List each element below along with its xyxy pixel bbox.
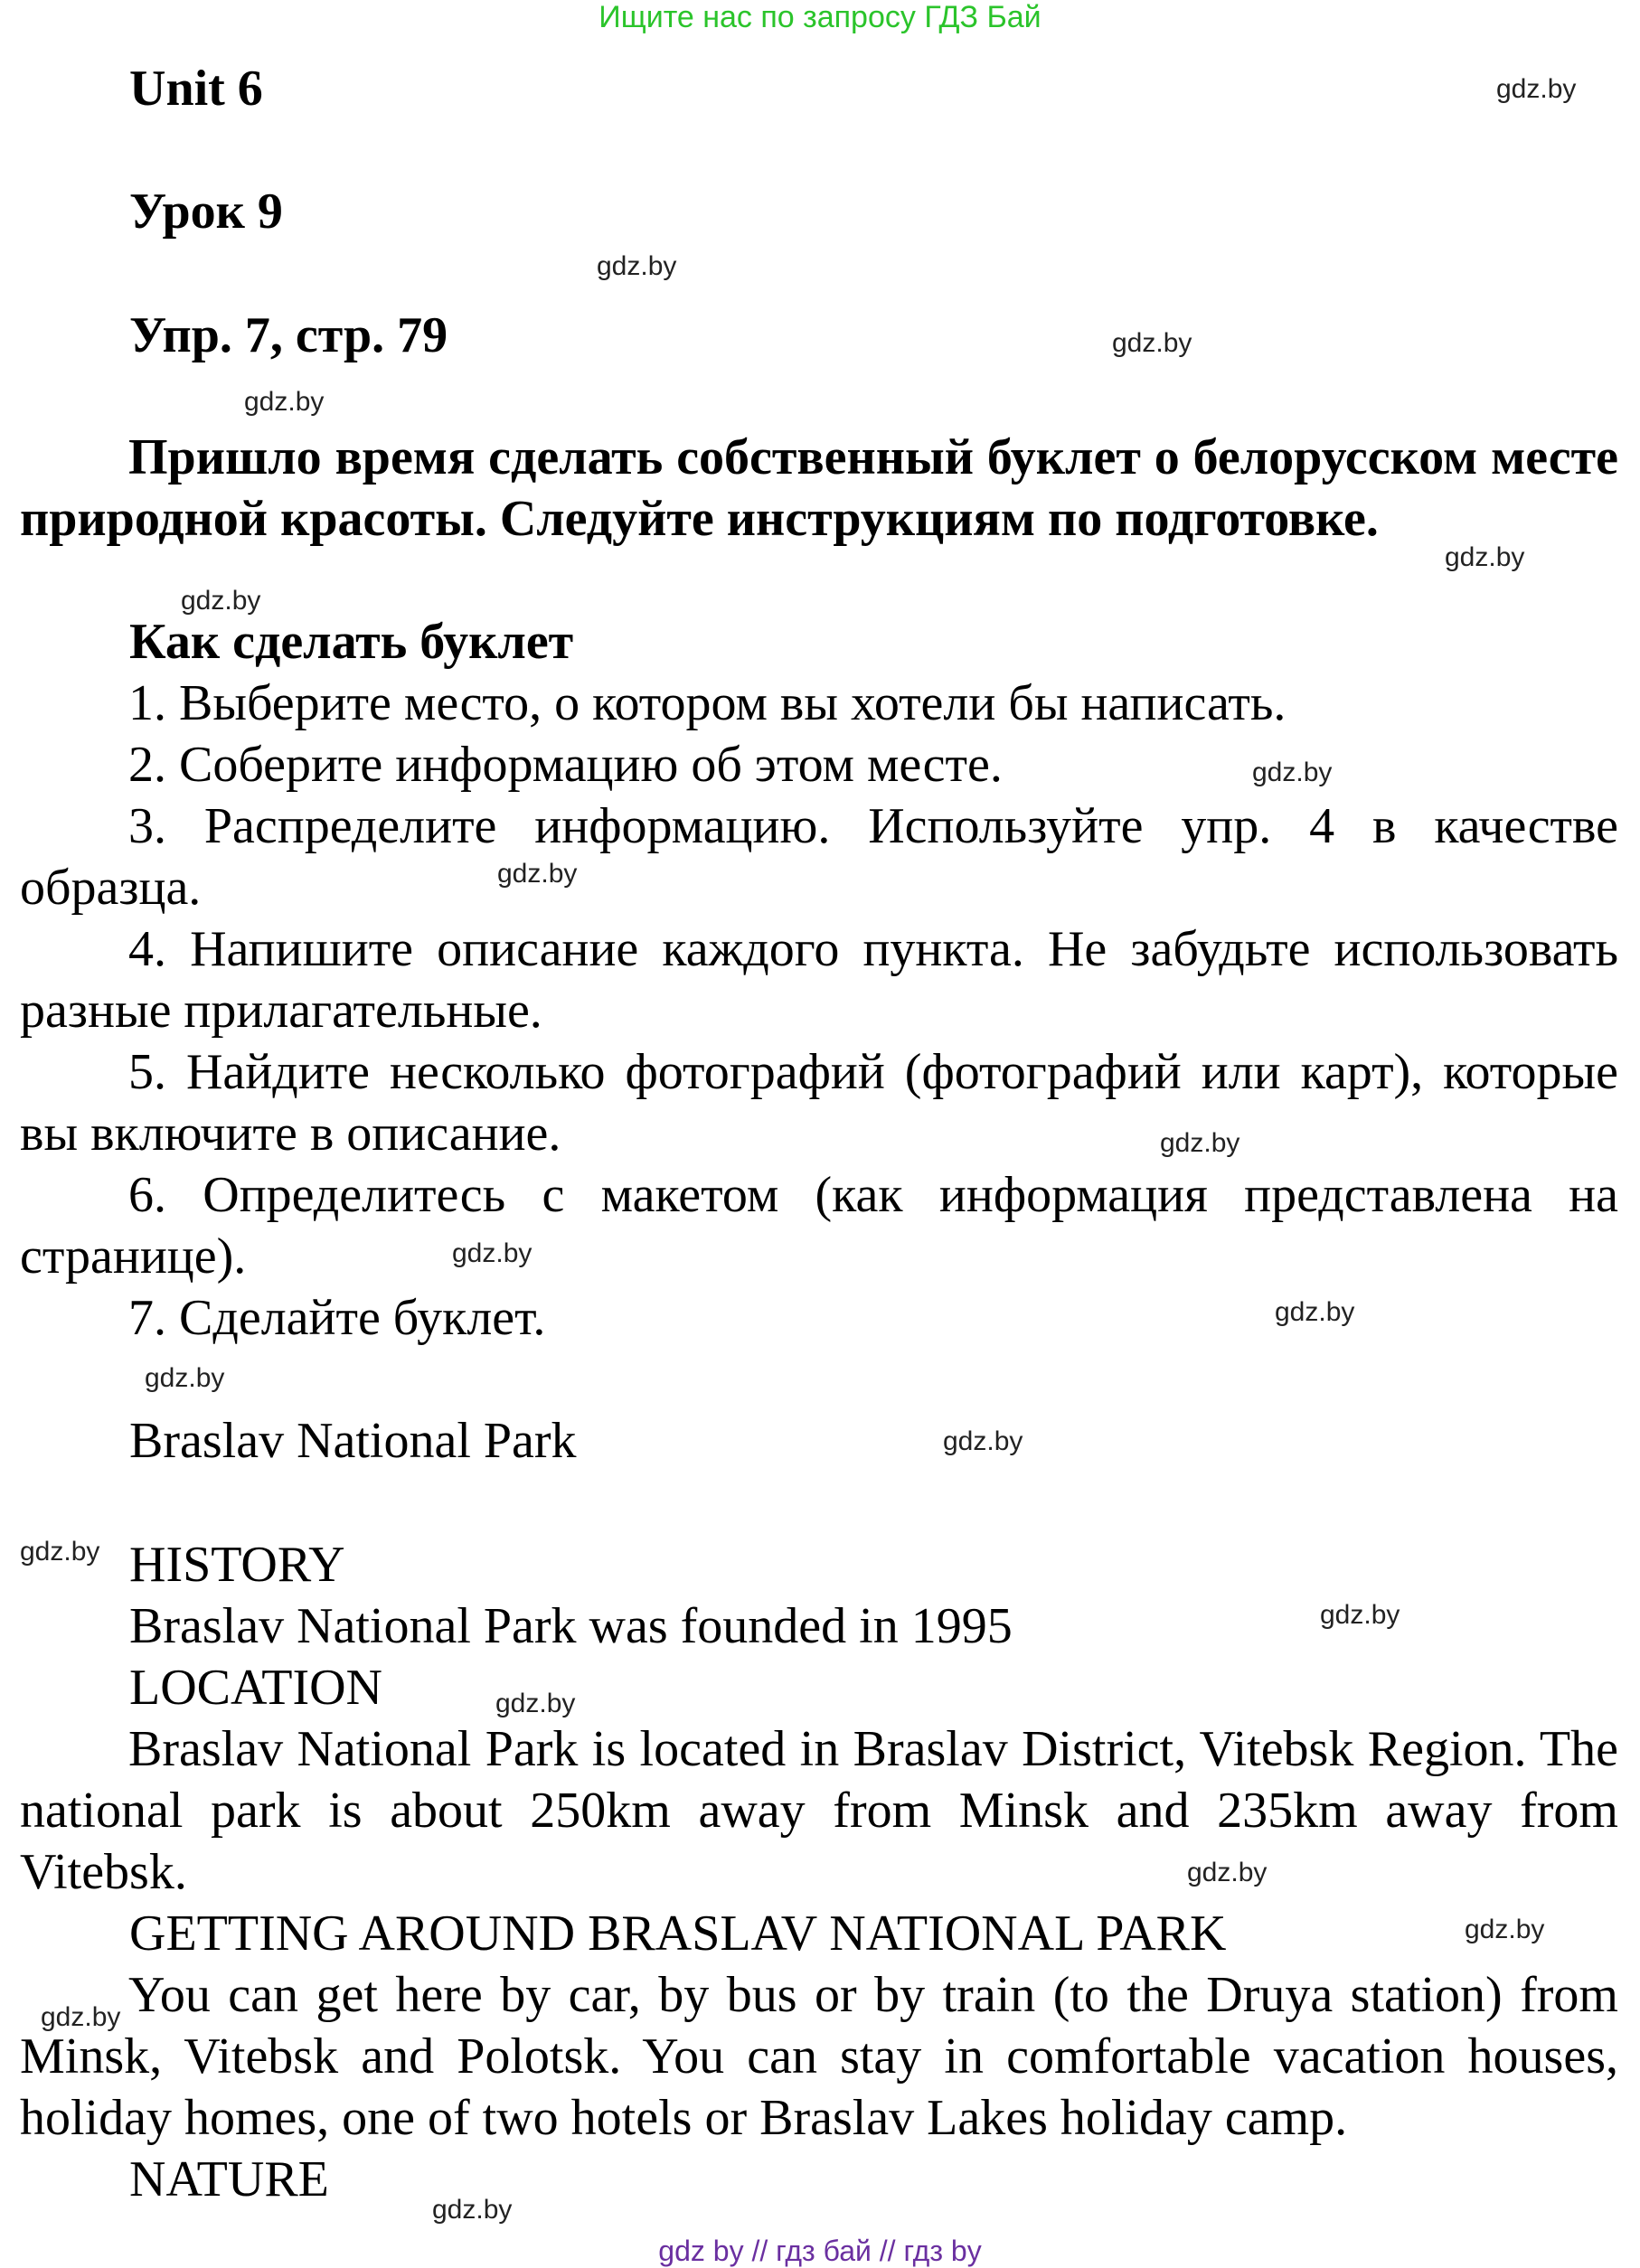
getting-around-text: You can get here by car, by bus or by train (to the Druya station) from Minsk, Vitebsk and Polotsk. You can stay in comfortable vacation houses, holiday homes, one of two hotels or Braslav Lakes holiday camp.	[20, 1967, 1618, 2146]
watermark: gdz.by	[1496, 74, 1577, 104]
watermark: gdz.by	[20, 1537, 100, 1567]
history-heading: HISTORY	[129, 1537, 345, 1593]
step-item: 7. Сделайте буклет.	[128, 1290, 546, 1346]
nature-heading: NATURE	[129, 2151, 329, 2207]
watermark: gdz.by	[41, 2002, 121, 2032]
watermark: gdz.by	[432, 2195, 513, 2225]
step-item: 6. Определитесь с макетом (как информация представлена на странице).	[20, 1167, 1618, 1285]
watermark: gdz.by	[181, 586, 261, 616]
watermark: gdz.by	[1187, 1858, 1268, 1887]
booklet-title: Braslav National Park	[129, 1413, 577, 1469]
watermark: gdz.by	[1320, 1600, 1400, 1630]
footer-links[interactable]: gdz by // гдз бай // гдз by	[658, 2235, 982, 2267]
watermark: gdz.by	[1445, 542, 1525, 572]
watermark: gdz.by	[1160, 1128, 1240, 1158]
watermark: gdz.by	[1465, 1915, 1545, 1944]
lesson-heading: Урок 9	[129, 184, 283, 240]
watermark: gdz.by	[943, 1426, 1023, 1456]
history-text: Braslav National Park was founded in 1995	[129, 1598, 1013, 1654]
watermark: gdz.by	[145, 1363, 225, 1393]
watermark: gdz.by	[452, 1238, 533, 1268]
location-heading: LOCATION	[129, 1660, 382, 1716]
watermark: gdz.by	[497, 859, 578, 889]
step-item: 5. Найдите несколько фотографий (фотографий или карт), которые вы включите в описание.	[20, 1044, 1618, 1162]
watermark: gdz.by	[1252, 758, 1333, 787]
getting-around-heading: GETTING AROUND BRASLAV NATIONAL PARK	[129, 1906, 1227, 1962]
location-text: Braslav National Park is located in Braslav District, Vitebsk Region. The national park is about 250km away from Minsk and 235km away from Vitebsk.	[20, 1721, 1618, 1900]
task-text: Пришло время сделать собственный буклет о белорусском месте природной красоты. Следуйте инструкциям по подготовке.	[20, 429, 1618, 547]
step-item: 3. Распределите информацию. Используйте упр. 4 в качестве образца.	[20, 798, 1618, 916]
watermark: gdz.by	[1112, 328, 1192, 358]
howto-title: Как сделать буклет	[129, 614, 574, 670]
top-search-hint[interactable]: Ищите нас по запросу ГДЗ Бай	[599, 0, 1041, 34]
step-item: 2. Соберите информацию об этом месте.	[128, 737, 1003, 793]
exercise-heading: Упр. 7, стр. 79	[129, 307, 448, 363]
watermark: gdz.by	[597, 251, 677, 281]
unit-heading: Unit 6	[129, 61, 263, 117]
watermark: gdz.by	[1275, 1297, 1355, 1327]
step-item: 1. Выберите место, о котором вы хотели бы написать.	[128, 675, 1287, 731]
watermark: gdz.by	[244, 387, 325, 417]
watermark: gdz.by	[495, 1689, 576, 1718]
step-item: 4. Напишите описание каждого пункта. Не забудьте использовать разные прилагательные.	[20, 921, 1618, 1039]
